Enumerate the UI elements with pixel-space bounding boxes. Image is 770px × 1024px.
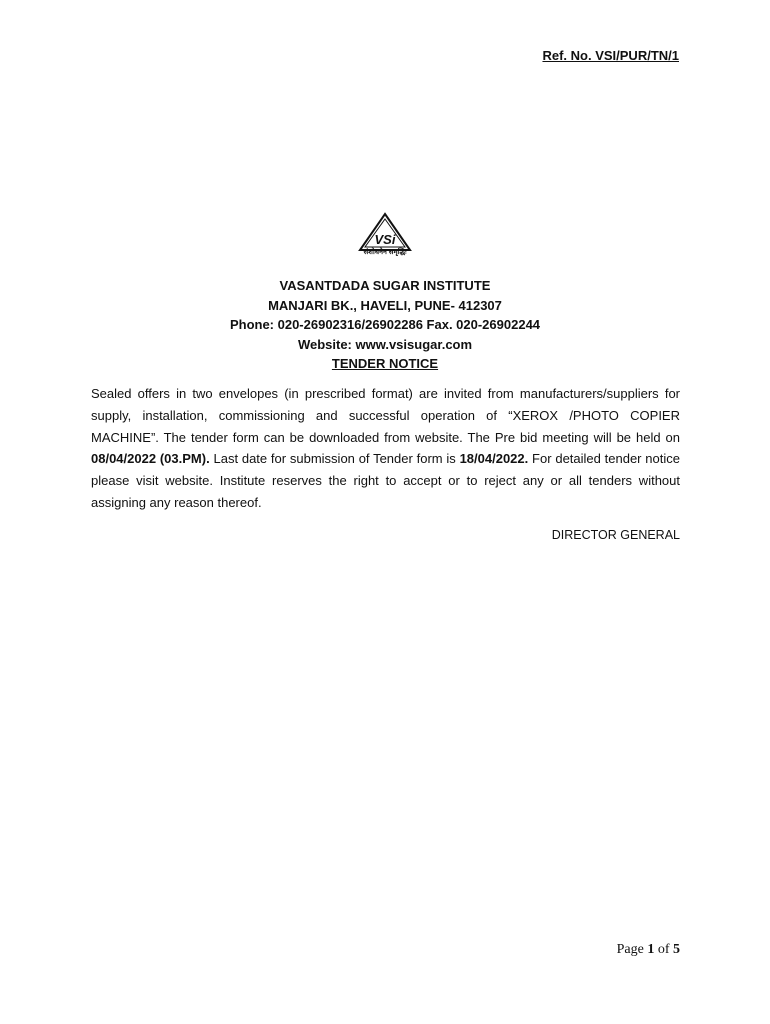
institute-name: VASANTDADA SUGAR INSTITUTE (279, 278, 491, 293)
page-current: 1 (647, 942, 655, 957)
page-number (617, 942, 680, 958)
page-total: 5 (673, 942, 680, 957)
notice-body (91, 383, 680, 514)
institute-address: MANJARI BK., HAVELI, PUNE- 412307 (268, 297, 502, 313)
submission-last-date: 18/04/2022. (459, 451, 529, 467)
contact-numbers: Phone: 020-26902316/26902286 Fax. 020-26902244 (229, 317, 541, 332)
body-text-part1: Sealed offers in two envelopes (in prescribed format) are invited from manufacturers/suppliers for supply, installation, commissioning and successful operation of “XEROX /PHOTO COPIER MACHINE”. The tender form can be downloaded from website. The Pre bid meeting will be held on (91, 386, 680, 445)
body-text-part2: Last date for submission of Tender form is (209, 451, 460, 467)
reference-number: Ref. No. VSI/PUR/TN/1 (542, 48, 679, 63)
body-text-part3: For detailed tender notice please visit website. Institute reserves the right to accept or to reject any or all tenders without assigning any reason thereof. (91, 451, 680, 510)
logo-mark-text: VSi (374, 232, 396, 247)
website-line: Website: www.vsisugar.com (297, 336, 473, 352)
page-label: Page (616, 942, 648, 957)
letterhead (0, 276, 770, 374)
vsi-logo-icon (358, 212, 412, 252)
signatory-title: DIRECTOR GENERAL (551, 528, 680, 542)
notice-title: TENDER NOTICE (331, 356, 439, 371)
logo-caption: संशोधनेन समृद्धिः (363, 249, 407, 256)
page-of: of (654, 942, 673, 957)
prebid-meeting-date: 08/04/2022 (03.PM). (91, 451, 210, 467)
